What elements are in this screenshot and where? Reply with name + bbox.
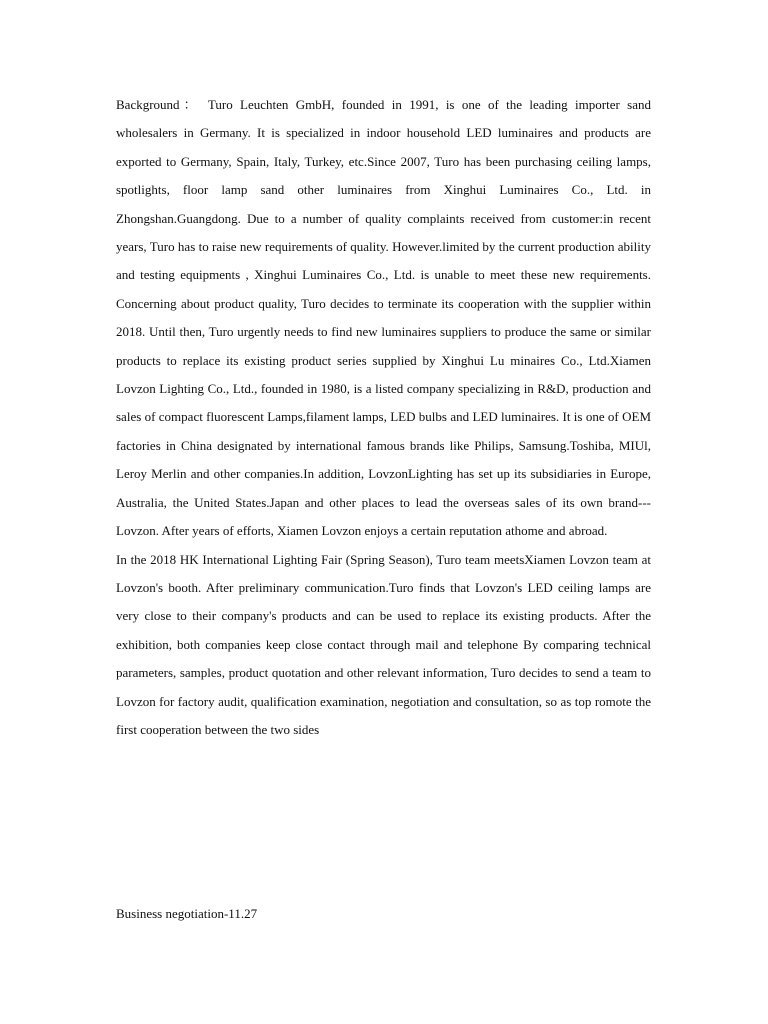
document-body	[116, 91, 651, 744]
background-paragraph: Background： Turo Leuchten GmbH, founded in 1991, is one of the leading importer sand wholesalers in Germany. It is specialized in indoor household LED luminaires and products are exported to Germany, Spain, Italy, Turkey, etc.Since 2007, Turo has been purchasing ceiling lamps, spotlights, floor lamp sand other luminaires from Xinghui Luminaires Co., Ltd. in Zhongshan.Guangdong. Due to a number of quality complaints received from customer:in recent years, Turo has to raise new requirements of quality. However.limited by the current production ability and testing equipments , Xinghui Luminaires Co., Ltd. is unable to meet these new requirements. Concerning about product quality, Turo decides to terminate its cooperation with the supplier within 2018. Until then, Turo urgently needs to find new luminaires suppliers to produce the same or similar products to replace its existing product series supplied by Xinghui Lu minaires Co., Ltd.Xiamen Lovzon Lighting Co., Ltd., founded in 1980, is a listed company specializing in R&D, production and sales of compact fluorescent Lamps,filament lamps, LED bulbs and LED luminaires. It is one of OEM factories in China designated by international famous brands like Philips, Samsung.Toshiba, MIUl, Leroy Merlin and other companies.In addition, LovzonLighting has set up its subsidiaries in Europe, Australia, the United States.Japan and other places to lead the overseas sales of its own brand---Lovzon. After years of efforts, Xiamen Lovzon enjoys a certain reputation athome and abroad.	[116, 97, 651, 539]
section-heading: Business negotiation-11.27	[116, 906, 258, 921]
fair-meeting-paragraph: In the 2018 HK International Lighting Fair (Spring Season), Turo team meetsXiamen Lovzon team at Lovzon's booth. After preliminary communication.Turo finds that Lovzon's LED ceiling lamps are very close to their company's products and can be used to replace its existing products. After the exhibition, both companies keep close contact through mail and telephone By comparing technical parameters, samples, product quotation and other relevant information, Turo decides to send a team to Lovzon for factory audit, qualification examination, negotiation and consultation, so as top romote the first cooperation between the two sides	[116, 551, 651, 737]
